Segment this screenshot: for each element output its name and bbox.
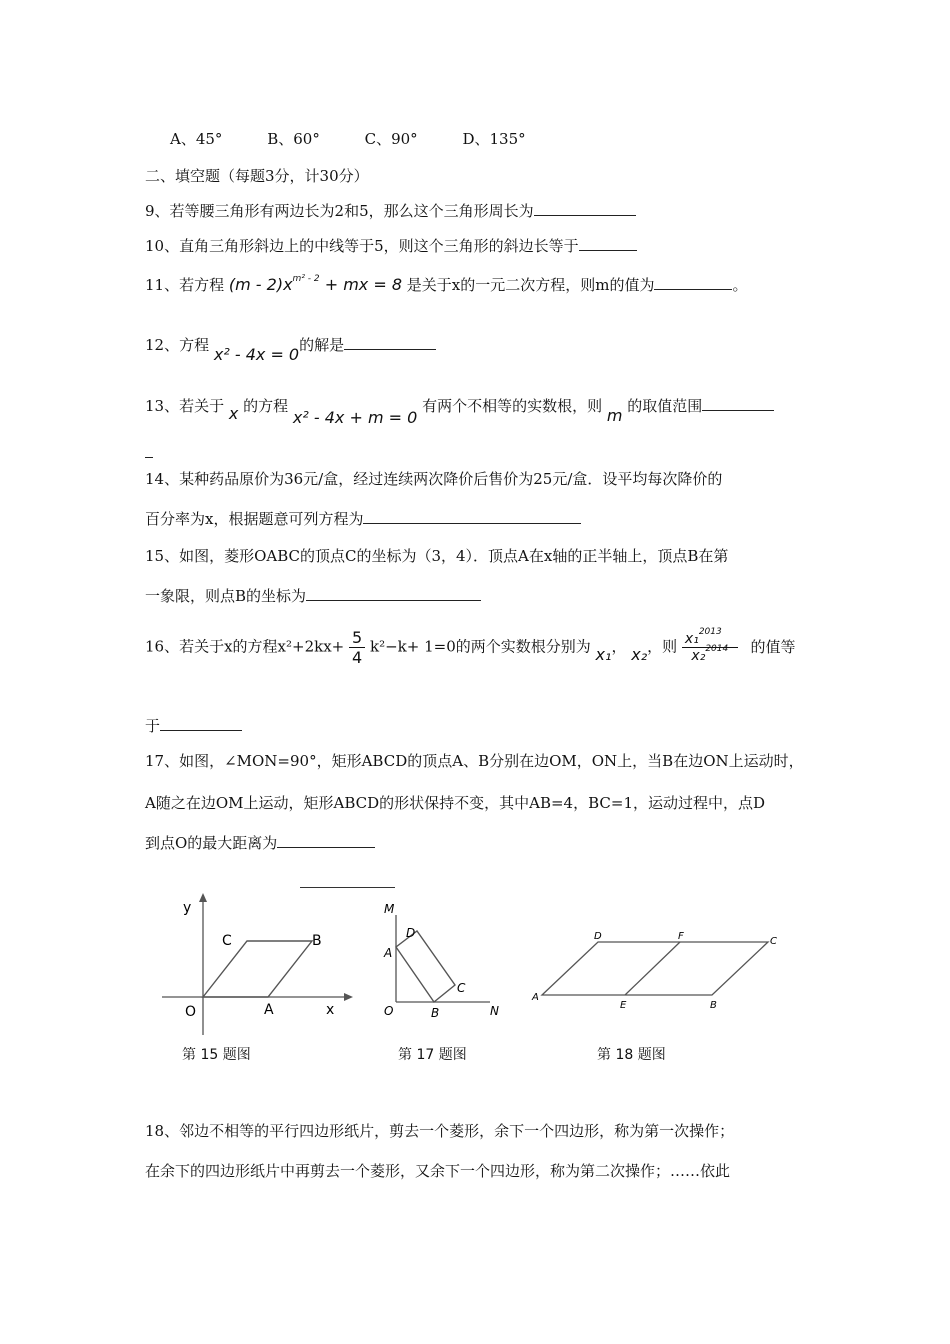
fig15-label-b: B — [312, 933, 322, 949]
fig17-label-m: M — [384, 902, 395, 916]
q11-prefix: 11、若方程 — [145, 276, 225, 294]
question-18-line-1: 18、邻边不相等的平行四边形纸片，剪去一个菱形，余下一个四边形，称为第一次操作； — [145, 1122, 735, 1140]
question-15-line-1: 15、如图，菱形OABC的顶点C的坐标为（3，4）．顶点A在x轴的正半轴上，顶点B在第 — [145, 547, 729, 565]
fig17-label-a: A — [384, 946, 393, 960]
question-9 — [145, 200, 636, 221]
fig17-label-c: C — [457, 981, 466, 995]
question-10 — [145, 235, 637, 256]
q13-answer-blank[interactable] — [702, 396, 774, 411]
q16-mid: k²−k+ 1=0的两个实数根分别为 — [370, 637, 591, 656]
question-14-line-1: 14、某种药品原价为36元/盒，经过连续两次降价后售价为25元/盒．设平均每次降价的 — [145, 470, 723, 488]
question-12 — [145, 334, 436, 364]
q16-fraction: $\frac{5}{4}$ — [349, 628, 365, 667]
q13-mid2: 有两个不相等的实数根，则 — [422, 397, 603, 415]
q16-ratio: $\frac{x_1^{2013}}{x_2^{2014}}$ — [682, 631, 738, 664]
fig15-label-a: A — [264, 1002, 274, 1018]
question-18-line-2: 在余下的四边形纸片中再剪去一个菱形，又余下一个四边形，称为第二次操作；……依此 — [145, 1162, 731, 1180]
q16-x2: x₂ — [631, 644, 648, 664]
option-d: D、135° — [462, 130, 526, 148]
q13-blank-tail — [145, 443, 153, 458]
q13-suffix: 的取值范围 — [627, 397, 703, 415]
q11-equation: $(m - 2)x^{m^2 - 2}$ + mx = 8 — [228, 274, 403, 294]
question-17-line-2: A随之在边OM上运动，矩形ABCD的形状保持不变，其中AB=4，BC=1，运动过程中，点D — [145, 794, 766, 812]
fig18-label-f: F — [678, 931, 684, 942]
q17-text: 到点O的最大距离为 — [145, 834, 278, 852]
faint-divider — [300, 887, 395, 888]
q16-answer-blank[interactable] — [160, 716, 242, 731]
fig18-label-d: D — [594, 931, 602, 942]
q11-answer-blank[interactable] — [654, 275, 732, 290]
fig15-caption: 第 15 题图 — [182, 1047, 251, 1063]
q16-suffix: 的值等 — [750, 637, 796, 656]
fig17-label-n: N — [490, 1004, 499, 1018]
fig17-label-o: O — [384, 1004, 394, 1018]
q13-var-x: x — [228, 404, 239, 423]
q16-sep: ， — [611, 637, 627, 656]
q12-answer-blank[interactable] — [344, 335, 436, 350]
q16-prefix: 16、若关于x的方程x²+2kx+ — [145, 637, 345, 656]
q9-answer-blank[interactable] — [534, 201, 636, 216]
fig17-caption: 第 17 题图 — [398, 1047, 467, 1063]
figure-17 — [378, 895, 513, 1020]
q16-ze: ，则 — [647, 637, 678, 656]
q10-answer-blank[interactable] — [579, 236, 637, 251]
option-a: A、45° — [170, 130, 223, 148]
q11-end: 。 — [732, 276, 748, 294]
q12-suffix: 的解是 — [299, 336, 345, 354]
option-b: B、60° — [267, 130, 320, 148]
question-14-line-2 — [145, 508, 581, 529]
fig15-label-o: O — [185, 1004, 197, 1020]
question-17-line-1: 17、如图，∠MON=90°，矩形ABCD的顶点A、B分别在边OM，ON上，当B在边ON上运动时， — [145, 752, 804, 770]
fig18-label-a: A — [532, 992, 539, 1003]
q16-line2-text: 于 — [145, 717, 161, 735]
fig18-caption: 第 18 题图 — [597, 1047, 666, 1063]
options-row — [170, 128, 526, 149]
question-13 — [145, 395, 774, 427]
question-16-line-2 — [145, 715, 242, 736]
q13-equation: x² - 4x + m = 0 — [292, 408, 418, 427]
figure-15 — [150, 890, 370, 1040]
q15-answer-blank[interactable] — [306, 586, 481, 601]
question-11 — [145, 274, 748, 295]
q9-text: 9、若等腰三角形有两边长为2和5，那么这个三角形周长为 — [145, 202, 534, 220]
question-17-line-3 — [145, 832, 375, 853]
q16-x1: x₁ — [595, 644, 612, 664]
fig17-label-d: D — [406, 926, 416, 940]
q13-prefix: 13、若关于 — [145, 397, 225, 415]
q12-equation: x² - 4x = 0 — [213, 345, 300, 364]
q15-text: 一象限，则点B的坐标为 — [145, 587, 307, 605]
fig15-label-c: C — [222, 933, 232, 949]
q13-var-m: m — [606, 406, 623, 425]
fig18-label-c: C — [770, 936, 777, 947]
fig17-label-b: B — [431, 1006, 440, 1020]
section-title: 二、填空题（每题3分，计30分） — [145, 167, 369, 185]
question-15-line-2 — [145, 585, 481, 606]
q11-suffix: 是关于x的一元二次方程，则m的值为 — [406, 276, 655, 294]
option-c: C、90° — [364, 130, 418, 148]
q17-answer-blank[interactable] — [277, 833, 375, 848]
fig18-label-b: B — [710, 1000, 717, 1011]
q12-prefix: 12、方程 — [145, 336, 210, 354]
q14-text: 百分率为x，根据题意可列方程为 — [145, 510, 364, 528]
q14-answer-blank[interactable] — [363, 509, 581, 524]
q10-text: 10、直角三角形斜边上的中线等于5，则这个三角形的斜边长等于 — [145, 237, 579, 255]
q13-mid: 的方程 — [243, 397, 289, 415]
fig15-label-y: y — [183, 900, 192, 916]
question-16 — [145, 628, 796, 667]
figure-18 — [530, 928, 790, 1013]
fig18-label-e: E — [620, 1000, 627, 1011]
fig15-label-x: x — [326, 1002, 335, 1018]
